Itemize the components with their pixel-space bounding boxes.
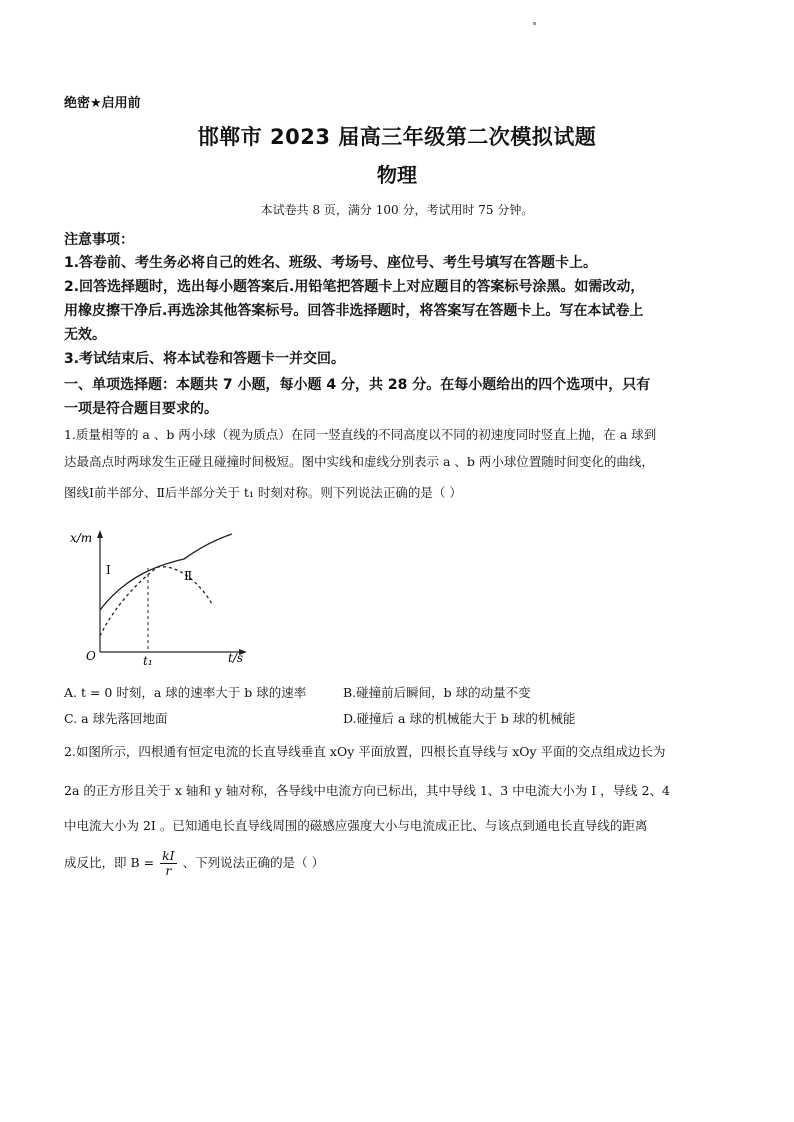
q2-line: 2.如图所示，四根通有恒定电流的长直导线垂直 xOy 平面放置，四根长直导线与 xOy 平面的交点组成边长为 bbox=[64, 744, 666, 759]
note-item: 3.考试结束后、将本试卷和答题卡一并交回。 bbox=[64, 351, 346, 367]
q1-option-d: D.碰撞后 a 球的机械能大于 b 球的机械能 bbox=[343, 711, 576, 726]
q1-option-c: C. a 球先落回地面 bbox=[64, 711, 168, 726]
q1-option-a: A. t = 0 时刻，a 球的速率大于 b 球的速率 bbox=[64, 685, 307, 700]
note-item: 2.回答选择题时，选出每小题答案后.用铅笔把答题卡上对应题目的答案标号涂黑。如需改动， bbox=[64, 279, 645, 295]
exam-info: 本试卷共 8 页，满分 100 分，考试用时 75 分钟。 bbox=[260, 203, 534, 217]
section-heading: 一、单项选择题：本题共 7 小题，每小题 4 分，共 28 分。在每小题给出的四个选项中，只有 bbox=[64, 377, 651, 393]
notes-heading: 注意事项： bbox=[64, 232, 134, 248]
q1-line: 1.质量相等的 a 、b 两小球（视为质点）在同一竖直线的不同高度以不同的初速度同时竖直上抛，在 a 球到 bbox=[64, 427, 657, 442]
y-axis-arrow bbox=[97, 530, 103, 538]
q2-line: 2a 的正方形且关于 x 轴和 y 轴对称，各导线中电流方向已标出，其中导线 1、3 中电流大小为 I ，导线 2、4 bbox=[64, 783, 671, 798]
note-item: 用橡皮擦干净后.再选涂其他答案标号。回答非选择题时，将答案写在答题卡上。写在本试卷上 bbox=[64, 303, 644, 319]
curve-label-2: Ⅱ bbox=[184, 569, 193, 583]
fraction-denominator: r bbox=[165, 863, 172, 878]
q2-formula-prefix: 成反比，即 B = bbox=[64, 855, 155, 870]
origin-label: O bbox=[86, 649, 96, 663]
curve-dashed-b bbox=[100, 567, 212, 636]
fraction-numerator: kI bbox=[162, 848, 175, 863]
q1-position-time-graph bbox=[66, 528, 296, 668]
q2-line bbox=[64, 849, 324, 878]
q2-formula-suffix: 、下列说法正确的是（ ） bbox=[182, 855, 325, 870]
y-axis-label: x/m bbox=[70, 531, 93, 545]
q1-option-b: B.碰撞前后瞬间，b 球的动量不变 bbox=[343, 685, 531, 700]
curve-label-1: Ⅰ bbox=[106, 563, 111, 577]
exam-title: 邯郸市 2023 届高三年级第二次模拟试题 bbox=[197, 125, 597, 149]
q2-formula-fraction bbox=[160, 849, 177, 878]
q2-line: 中电流大小为 2I 。已知通电长直导线周围的磁感应强度大小与电流成正比、与该点到通电长直导线的距离 bbox=[64, 818, 648, 833]
section-heading-cont: 一项是符合题目要求的。 bbox=[64, 401, 218, 417]
q1-line: 图线Ⅰ前半部分、Ⅱ后半部分关于 t₁ 时刻对称。则下列说法正确的是（ ） bbox=[64, 485, 462, 500]
curve-solid-a bbox=[100, 534, 232, 610]
x-axis-label: t/s bbox=[228, 651, 244, 665]
scan-dot bbox=[533, 22, 536, 25]
confidential-label: 绝密★启用前 bbox=[64, 96, 141, 111]
q1-line: 达最高点时两球发生正碰且碰撞时间极短。图中实线和虚线分别表示 a 、b 两小球位置随时间变化的曲线， bbox=[64, 454, 654, 469]
note-item: 1.答卷前、考生务必将自己的姓名、班级、考场号、座位号、考生号填写在答题卡上。 bbox=[64, 255, 598, 271]
t1-label: t₁ bbox=[143, 654, 153, 668]
note-item: 无效。 bbox=[64, 327, 106, 343]
subject-title: 物理 bbox=[377, 163, 417, 187]
